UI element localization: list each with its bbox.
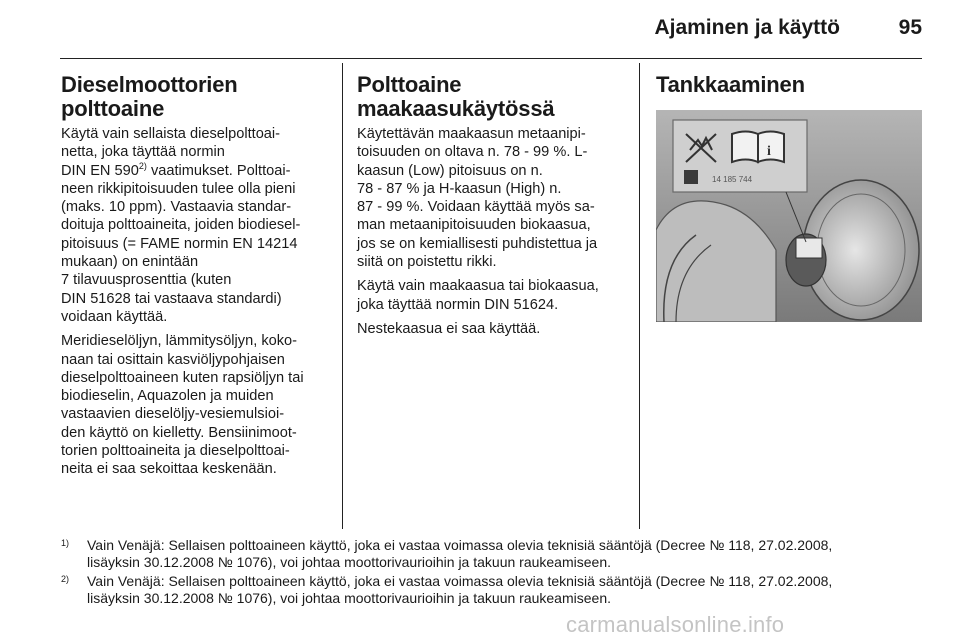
footnote-reference[interactable]: 2) [138, 160, 147, 171]
paragraph: Käytettävän maakaasun metaanipi- toisuuden on oltava n. 78 - 99 %. L- kaasun (Low) pitoisuus on n. 78 - 87 % ja H-kaasun (High) n. 87 - 99 %. Voidaan käyttää myös sa- man metaanipitoisuuden biokaasua, jos se on kemiallisesti puhdistettua ja siitä on poistettu rikki. [357, 126, 598, 271]
footnote [61, 537, 922, 571]
svg-text:i: i [767, 144, 771, 159]
section-heading: Polttoaine maakaasukäytössä [357, 72, 555, 121]
footnote-marker: 2) [61, 574, 70, 584]
header-divider [60, 58, 922, 59]
figure-code: 14 185 744 [712, 175, 753, 184]
section-heading: Dieselmoottorien polttoaine [61, 72, 238, 121]
paragraph-text: vaatimukset. Polttoai- neen rikkipitoisuuden tulee olla pieni (maks. 10 ppm). Vastaavia standar- doituja polttoaineita, joiden biodiesel- pitoisuus (= FAME normin EN 14214 mukaan) on enintään 7 tilavuusprosenttia (kuten DIN 51628 tai vastaava standardi) voidaan käyttää. [61, 162, 301, 325]
brand-logo-icon [684, 170, 698, 184]
refuelling-section [656, 73, 922, 322]
page-number: 95 [898, 16, 922, 39]
paragraph-text: Käytä vain sellaista dieselpolttoai- netta, joka täyttää normin DIN EN 590 [61, 126, 281, 179]
manual-book-icon [732, 132, 784, 163]
footnote-text: Vain Venäjä: Sellaisen polttoaineen käyttö, joka ei vastaa voimassa olevia teknisiä sääntöjä (Decree № 118, 27.02.2008, lisäyksin 30.12.2008 № 1076), voi johtaa moottorivaurioihin ja takuun raukeamiseen. [87, 573, 833, 606]
column-divider [639, 63, 640, 529]
watermark: carmanualsonline.info [566, 612, 785, 637]
paragraph [61, 125, 333, 326]
fuel-filler-drawing [656, 110, 922, 322]
natural-gas-fuel-section [357, 73, 629, 344]
running-header-title: Ajaminen ja käyttö [654, 16, 840, 39]
footnote-marker: 1) [61, 538, 70, 548]
fuel-filler-flap-illustration [656, 110, 922, 322]
diesel-fuel-section [61, 73, 333, 485]
section-heading: Tankkaaminen [656, 72, 805, 97]
footnote-text: Vain Venäjä: Sellaisen polttoaineen käyttö, joka ei vastaa voimassa olevia teknisiä sääntöjä (Decree № 118, 27.02.2008, lisäyksin 30.12.2008 № 1076), voi johtaa moottorivaurioihin ja takuun raukeamiseen. [87, 537, 833, 570]
paragraph: Nestekaasua ei saa käyttää. [357, 320, 541, 337]
footnote [61, 573, 922, 607]
paragraph: Meridieselöljyn, lämmitysöljyn, koko- naan tai osittain kasviöljypohjaisen dieselpolttoaineen kuten rapsiöljyn tai biodieselin, Aquazolen ja muiden vastaavien dieselöljy-vesiemulsioi- den käyttö on kielletty. Bensiinimoot- torien polttoaineita ja dieselpolttoai- neita ei saa sekoittaa keskenään. [61, 333, 304, 478]
column-divider [342, 63, 343, 529]
paragraph: Käytä vain maakaasua tai biokaasua, joka täyttää normin DIN 51624. [357, 278, 599, 313]
